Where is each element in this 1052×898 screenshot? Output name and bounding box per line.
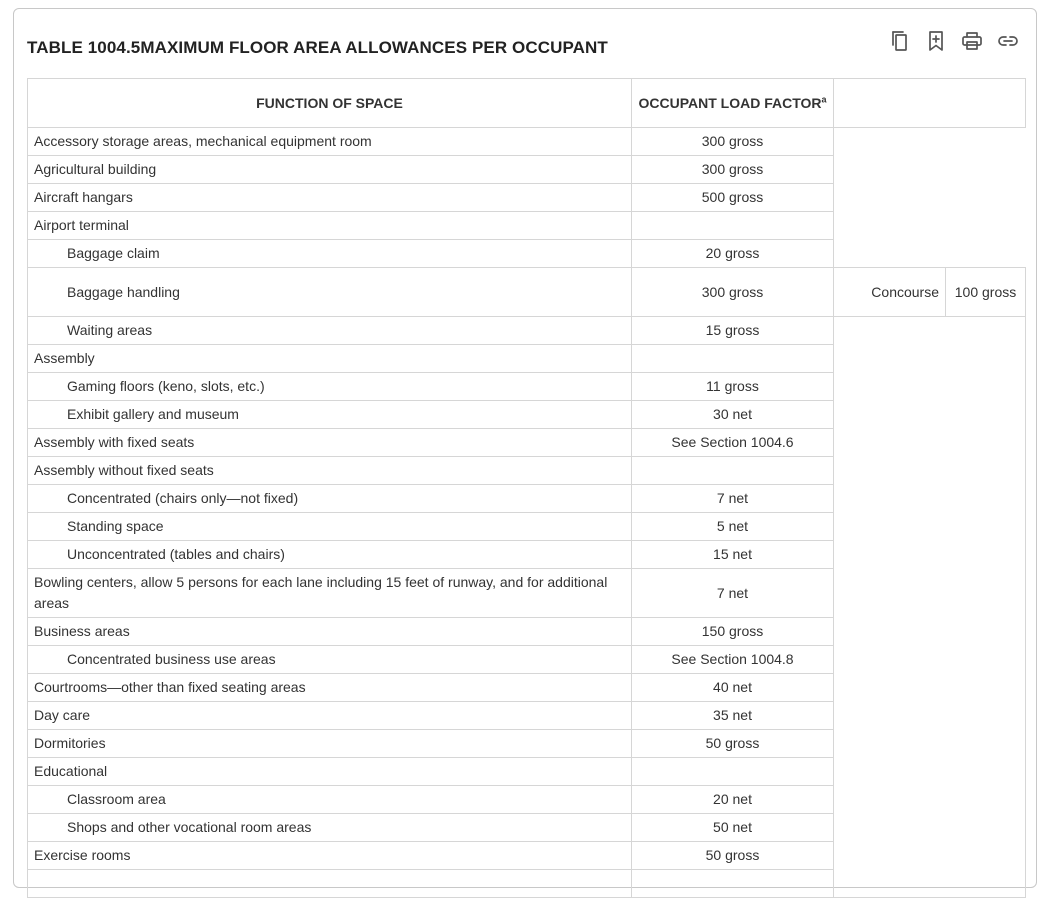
row-load-factor [632, 758, 834, 786]
link-button[interactable] [994, 27, 1022, 55]
occupant-load-table [27, 78, 1026, 898]
row-load-factor: 11 gross [632, 373, 834, 401]
empty-cell-top [834, 79, 1026, 128]
table-card [13, 8, 1037, 888]
row-load-factor: 50 gross [632, 730, 834, 758]
row-function: Agricultural building [28, 156, 632, 184]
empty-cell-bottom [834, 317, 1026, 898]
print-button[interactable] [958, 27, 986, 55]
row-function: Baggage handling [28, 268, 632, 317]
row-load-factor: 15 gross [632, 317, 834, 345]
row-load-factor: 500 gross [632, 184, 834, 212]
row-load-factor: See Section 1004.8 [632, 646, 834, 674]
row-function: Courtrooms—other than fixed seating areas [28, 674, 632, 702]
row-function: Aircraft hangars [28, 184, 632, 212]
print-icon [960, 29, 984, 53]
bookmark-button[interactable] [922, 27, 950, 55]
row-extra-label: Concourse [834, 268, 946, 317]
header-function: FUNCTION OF SPACE [28, 79, 632, 128]
row-function: Assembly with fixed seats [28, 429, 632, 457]
table-row [28, 212, 1026, 240]
table-row [28, 240, 1026, 268]
row-load-factor [632, 870, 834, 898]
copy-icon [888, 29, 912, 53]
bookmark-add-icon [924, 29, 948, 53]
row-function: Classroom area [28, 786, 632, 814]
row-load-factor: 15 net [632, 541, 834, 569]
row-function: Waiting areas [28, 317, 632, 345]
header-factor: OCCUPANT LOAD FACTOR$^a$ [632, 79, 834, 128]
table-row [28, 317, 1026, 345]
row-function: Exhibit gallery and museum [28, 401, 632, 429]
row-load-factor: 5 net [632, 513, 834, 541]
row-function: Dormitories [28, 730, 632, 758]
row-function: Exercise rooms [28, 842, 632, 870]
row-load-factor [632, 212, 834, 240]
row-load-factor: 40 net [632, 674, 834, 702]
row-load-factor: 50 gross [632, 842, 834, 870]
row-function: Day care [28, 702, 632, 730]
row-load-factor: See Section 1004.6 [632, 429, 834, 457]
table-header-row [28, 79, 1026, 128]
row-function: Standing space [28, 513, 632, 541]
row-load-factor: 300 gross [632, 156, 834, 184]
row-load-factor: 20 gross [632, 240, 834, 268]
row-extra-value: 100 gross [946, 268, 1026, 317]
table-title: TABLE 1004.5MAXIMUM FLOOR AREA ALLOWANCES PER OCCUPANT [27, 38, 608, 57]
row-load-factor [632, 457, 834, 485]
table-row [28, 156, 1026, 184]
footnote-marker: a [821, 93, 827, 104]
row-function: Business areas [28, 618, 632, 646]
row-load-factor: 30 net [632, 401, 834, 429]
row-function: Bowling centers, allow 5 persons for each lane including 15 feet of runway, and for additional areas [28, 569, 632, 618]
row-function: Airport terminal [28, 212, 632, 240]
table-row [28, 128, 1026, 156]
row-load-factor: 50 net [632, 814, 834, 842]
row-function: Concentrated business use areas [28, 646, 632, 674]
row-load-factor: 35 net [632, 702, 834, 730]
row-function: Gaming floors (keno, slots, etc.) [28, 373, 632, 401]
row-function [28, 870, 632, 898]
row-function: Accessory storage areas, mechanical equipment room [28, 128, 632, 156]
row-load-factor: 7 net [632, 485, 834, 513]
row-function: Concentrated (chairs only—not fixed) [28, 485, 632, 513]
link-icon [996, 29, 1020, 53]
row-load-factor: 7 net [632, 569, 834, 618]
row-load-factor: 150 gross [632, 618, 834, 646]
row-function: Shops and other vocational room areas [28, 814, 632, 842]
table-row [28, 268, 1026, 317]
row-load-factor [632, 345, 834, 373]
table-row [28, 184, 1026, 212]
row-function: Assembly [28, 345, 632, 373]
row-load-factor: 300 gross [632, 128, 834, 156]
row-load-factor: 300 gross [632, 268, 834, 317]
row-function: Assembly without fixed seats [28, 457, 632, 485]
row-load-factor: 20 net [632, 786, 834, 814]
copy-button[interactable] [886, 27, 914, 55]
row-function: Unconcentrated (tables and chairs) [28, 541, 632, 569]
row-function: Educational [28, 758, 632, 786]
row-function: Baggage claim [28, 240, 632, 268]
